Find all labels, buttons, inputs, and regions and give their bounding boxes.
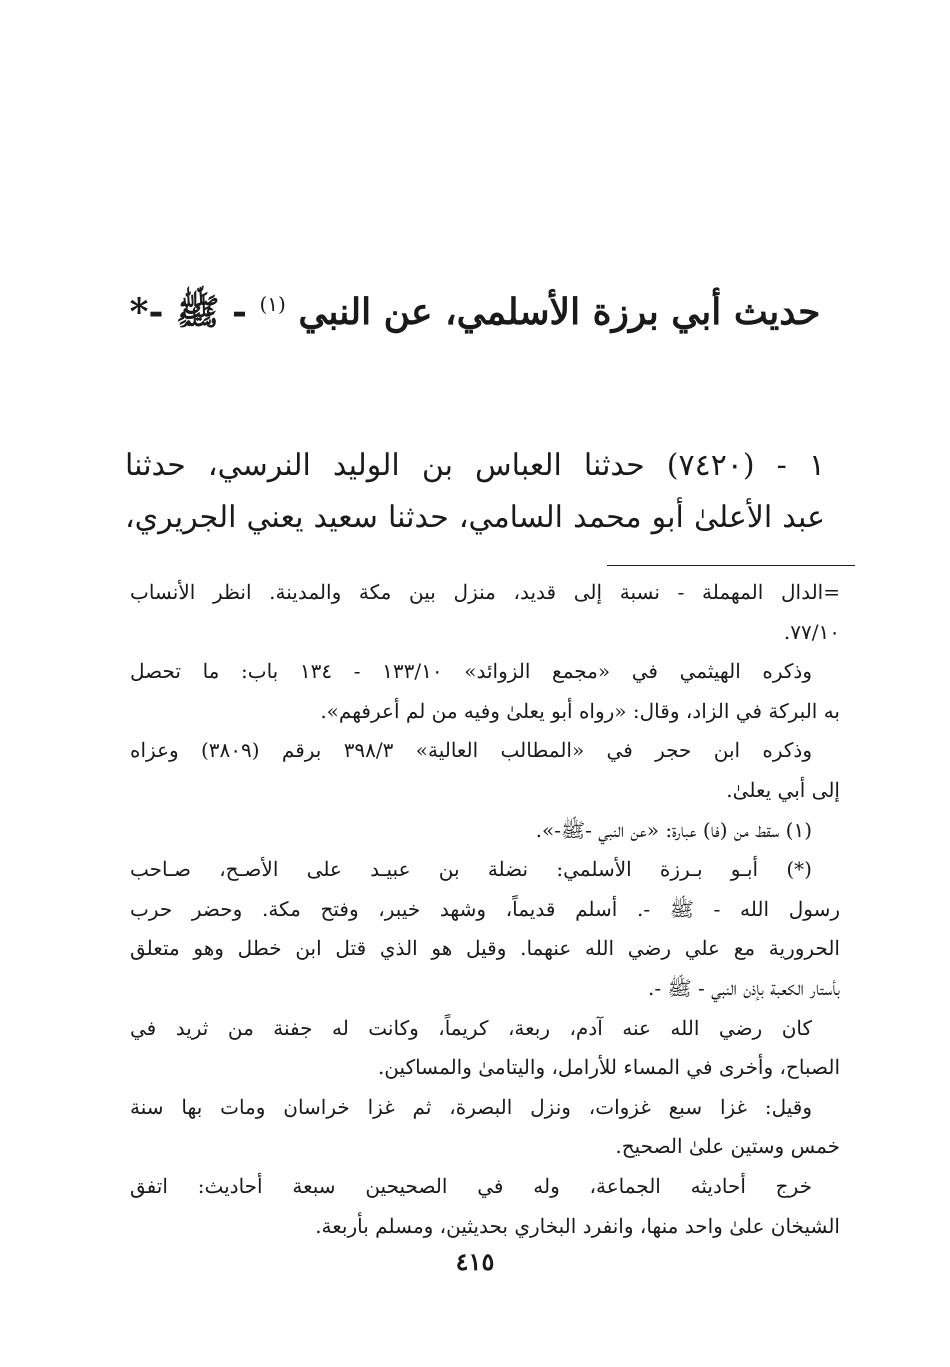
footnotes-section xyxy=(130,573,840,1246)
footnote-line: الشيخان علىٰ واحد منها، وانفرد البخاري بحديثين، ومسلم بأربعة. xyxy=(315,1213,840,1238)
chapter-heading xyxy=(120,274,830,342)
footnote-line: ٧٧/١٠. xyxy=(783,619,840,644)
footnote-line: وقيل: غزا سبع غزوات، ونزل البصرة، ثم غزا خراسان ومات بها سنة xyxy=(130,1094,812,1119)
footnote-line: =الدال المهملة - نسبة إلى قديد، منزل بين مكة والمدينة. انظر الأنساب xyxy=(130,580,840,604)
hadith-text xyxy=(125,440,825,544)
heading-footnote-ref: (١) xyxy=(259,292,286,317)
footnote-line: الصباح، وأخرى في المساء للأرامل، واليتامىٰ والمساكين. xyxy=(377,1055,840,1080)
hadith-line-1: ١ - (٧٤٢٠) حدثنا العباس بن الوليد النرسي، حدثنا xyxy=(125,448,825,483)
heading-text: حديث أبي برزة الأسلمي، عن النبي xyxy=(298,291,821,334)
footnote-line: بأستار الكعبة بإذن النبي - ﷺ -. xyxy=(647,975,840,1000)
footnote-line: (*) أبـو بـرزة الأسلمي: نضلة بن عبيـد على الأصـح، صـاحب xyxy=(130,857,812,882)
footnote-line: كان رضي الله عنه آدم، ربعة، كريماً، وكانت له جفنة من ثريد في xyxy=(130,1015,812,1040)
footnote-line: وذكره ابن حجر في «المطالب العالية» ٣٩٨/٣ برقم (٣٨٠٩) وعزاه xyxy=(130,738,812,763)
footnote-line: خمس وستين علىٰ الصحيح. xyxy=(615,1134,840,1159)
footnote-line: رسول الله - ﷺ -. أسلم قديماً، وشهد خيبر، وفتح مكة. وحضر حرب xyxy=(130,896,840,921)
footnote-line: خرج أحاديثه الجماعة، وله في الصحيحين سبعة أحاديث: اتفق xyxy=(130,1173,812,1198)
footnote-line: وذكره الهيثمي في «مجمع الزوائد» ١٣٣/١٠ - ١٣٤ باب: ما تحصل xyxy=(130,659,812,684)
heading-honorific: - ﷺ -* xyxy=(129,291,247,334)
footnote-line: (١) سقط من (فا) عبارة: «عن النبي -ﷺ-». xyxy=(535,817,812,842)
footnote-line: إلى أبي يعلىٰ. xyxy=(726,777,840,802)
hadith-line-2: عبد الأعلىٰ أبو محمد السامي، حدثنا سعيد يعني الجريري، xyxy=(125,500,825,535)
footnote-line: به البركة في الزاد، وقال: «رواه أبو يعلىٰ وفيه من لم أعرفهم». xyxy=(320,698,840,723)
footnote-line: الحرورية مع علي رضي الله عنهما. وقيل هو الذي قتل ابن خطل وهو متعلق xyxy=(130,936,840,961)
footnote-divider xyxy=(607,565,855,566)
page-number: ٤١٥ xyxy=(455,1247,495,1276)
